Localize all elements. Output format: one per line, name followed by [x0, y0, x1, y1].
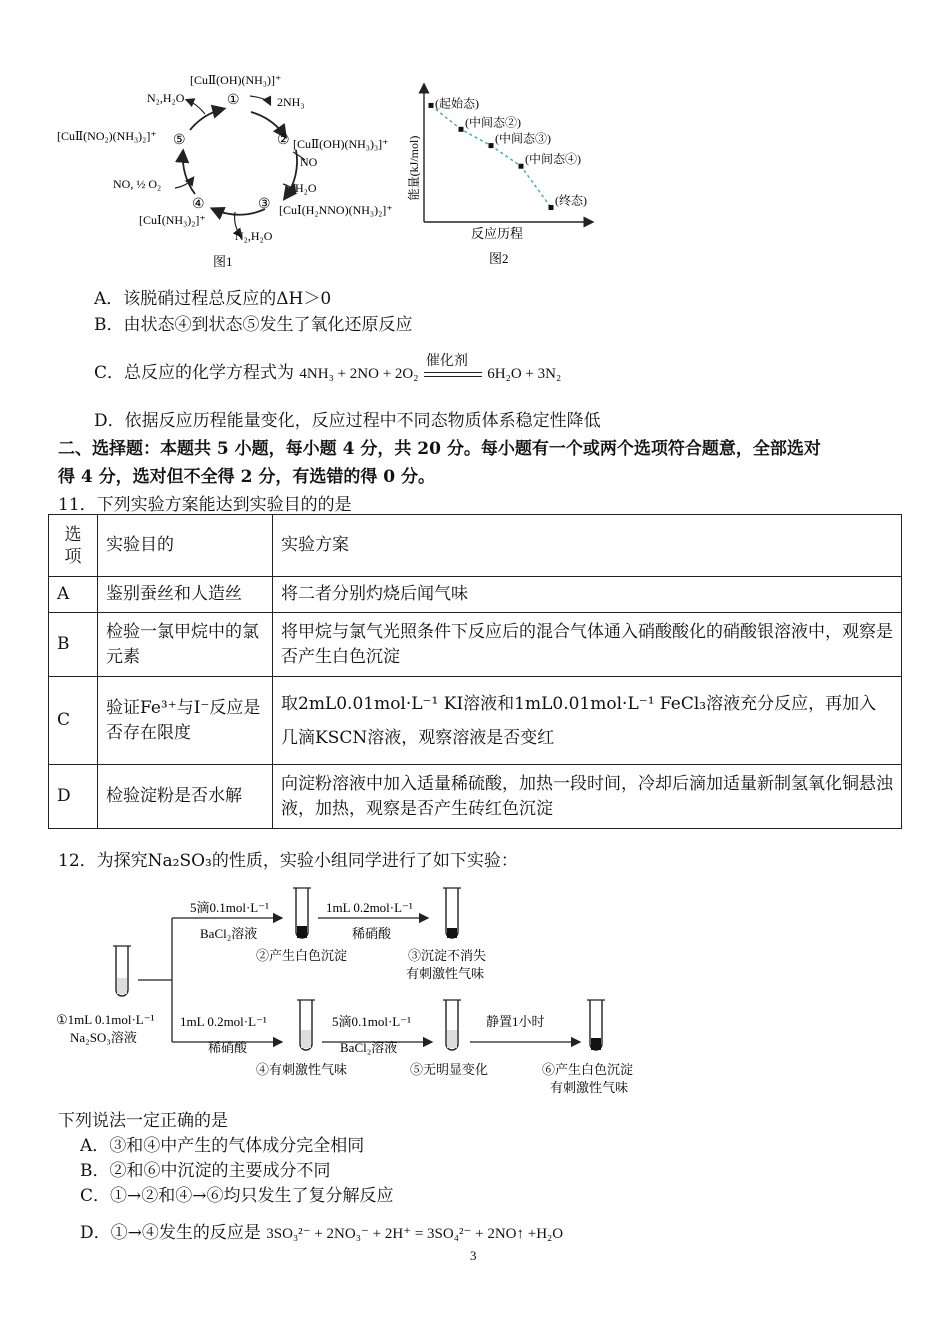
tube-1 — [113, 946, 131, 996]
tube-2 — [293, 888, 311, 938]
node-1: ① — [227, 93, 240, 108]
row-option: C — [49, 677, 98, 765]
energy-point — [429, 103, 434, 108]
arrow3-top-label: 1mL 0.2mol·L⁻¹ — [180, 1014, 267, 1029]
tube-4 — [297, 1000, 315, 1050]
header-option: 选项 — [49, 515, 98, 577]
arrow5-top-label: 静置1小时 — [486, 1014, 545, 1029]
row-option: A — [49, 577, 98, 613]
tube4-label: ④有刺激性气味 — [256, 1062, 348, 1077]
section2-instructions-line1: 二、选择题：本题共 5 小题，每小题 4 分，共 20 分。每小题有一个或两个选项符合题意，全部选对 — [58, 439, 821, 459]
q12-option-d-equation: 3SO₃²⁻ + 2NO₃⁻ + 2H⁺ = 3SO₄²⁻ + 2NO↑ +H₂O — [266, 1226, 564, 1242]
tube2-label: ②产生白色沉淀 — [256, 948, 348, 963]
tube6-label-line1: ⑥产生白色沉淀 — [542, 1062, 634, 1077]
q12-stem: 12．为探究Na₂SO₃的性质，实验小组同学进行了如下实验： — [58, 851, 518, 871]
row-goal: 验证Fe³⁺与I⁻反应是否存在限度 — [98, 677, 273, 765]
row-plan: 将二者分别灼烧后闻气味 — [273, 577, 902, 613]
label-n2h2o-bottom: N₂,H₂O — [235, 229, 273, 243]
arrow1-bottom-label: BaCl₂溶液 — [200, 926, 258, 941]
arrow4-bottom-label: BaCl₂溶液 — [340, 1040, 398, 1055]
q12-option-c: C．①→②和④→⑥均只发生了复分解反应 — [80, 1186, 394, 1206]
q11-table — [48, 514, 902, 829]
label-2nh3: 2NH₃ — [277, 95, 305, 109]
species-1: [CuⅡ(OH)(NH₃)]⁺ — [190, 73, 282, 87]
q11-stem: 11．下列实验方案能达到实验目的的是 — [58, 495, 352, 515]
figure1-cycle-diagram — [55, 68, 425, 270]
label-n2h2o-top: N₂,H₂O — [147, 91, 185, 105]
energy-point — [489, 143, 494, 148]
row-plan: 将甲烷与氯气光照条件下反应后的混合气体通入硝酸酸化的硝酸银溶液中，观察是否产生白色沉淀 — [273, 613, 902, 677]
header-plan: 实验方案 — [273, 515, 902, 577]
node-4: ④ — [192, 197, 205, 212]
arrow3-bottom-label: 稀硝酸 — [208, 1040, 248, 1055]
figure1-caption: 图1 — [213, 254, 233, 269]
header-goal: 实验目的 — [98, 515, 273, 577]
tube3-label-line2: 有刺激性气味 — [406, 966, 485, 981]
energy-point — [459, 127, 464, 132]
q10-option-c-prefix: C．总反应的化学方程式为 — [94, 363, 295, 383]
energy-point-label: (起始态) — [435, 96, 479, 111]
q12-experiment-flow-diagram — [50, 880, 670, 1102]
species-4: [CuⅠ(NH₃)₂]⁺ — [139, 213, 206, 227]
x-axis-label: 反应历程 — [470, 226, 524, 241]
energy-point — [519, 164, 524, 169]
energy-point-label: (中间态②) — [465, 115, 521, 130]
tube6-label-line2: 有刺激性气味 — [550, 1080, 629, 1095]
label-h2o: H₂O — [295, 181, 317, 195]
q10-option-c — [94, 352, 562, 384]
tube3-label-line1: ③沉淀不消失 — [408, 948, 487, 963]
tube1-label-line2: Na₂SO₃溶液 — [70, 1030, 137, 1045]
q10-equation-rhs: 6H₂O + 3N₂ — [487, 366, 562, 382]
row-goal: 检验一氯甲烷中的氯元素 — [98, 613, 273, 677]
energy-point-label: (终态) — [555, 193, 587, 208]
tube-3 — [443, 888, 461, 938]
species-3: [CuⅠ(H₂NNO)(NH₃)₂]⁺ — [279, 203, 393, 217]
figure2-caption: 图2 — [489, 251, 509, 266]
species-5: [CuⅡ(NO₂)(NH₃)₂]⁺ — [57, 129, 157, 143]
node-5: ⑤ — [173, 133, 186, 148]
q12-option-d — [80, 1218, 563, 1243]
q12-option-a: A．③和④中产生的气体成分完全相同 — [80, 1136, 365, 1156]
table-header-row — [49, 515, 902, 577]
q12-option-d-prefix: D．①→④发生的反应是 — [80, 1223, 261, 1243]
energy-point-label: (中间态④) — [525, 152, 581, 167]
row-goal: 鉴别蚕丝和人造丝 — [98, 577, 273, 613]
label-no-o2: NO, ½ O₂ — [113, 177, 162, 191]
y-axis-label: 能量(kJ/mol) — [407, 135, 421, 201]
node-2: ② — [277, 133, 290, 148]
arrow2-top-label: 1mL 0.2mol·L⁻¹ — [326, 900, 413, 915]
cycle-arc — [190, 109, 223, 130]
species-2: [CuⅡ(OH)(NH₃)₃]⁺ — [293, 137, 389, 151]
q10-option-d: D．依据反应历程能量变化，反应过程中不同态物质体系稳定性降低 — [94, 411, 601, 431]
row-option: B — [49, 613, 98, 677]
q12-option-b: B．②和⑥中沉淀的主要成分不同 — [80, 1161, 331, 1181]
catalyst-arrow — [424, 352, 482, 384]
page-number: 3 — [470, 1248, 477, 1263]
row-option: D — [49, 765, 98, 829]
tube1-label-line1: ①1mL 0.1mol·L⁻¹ — [56, 1012, 155, 1027]
node-3: ③ — [258, 197, 271, 212]
catalyst-label: 催化剂 — [425, 352, 468, 369]
tube-6 — [587, 1000, 605, 1050]
arrow2-bottom-label: 稀硝酸 — [352, 926, 392, 941]
tube5-label: ⑤无明显变化 — [410, 1062, 489, 1077]
arrow1-top-label: 5滴0.1mol·L⁻¹ — [190, 900, 270, 915]
q10-equation-lhs: 4NH₃ + 2NO + 2O₂ — [299, 366, 419, 382]
table-row — [49, 577, 902, 613]
table-row — [49, 765, 902, 829]
q10-option-a: A．该脱硝过程总反应的ΔH＞0 — [94, 289, 332, 309]
tube-5 — [443, 1000, 461, 1050]
row-plan: 取2mL0.01mol·L⁻¹ KI溶液和1mL0.01mol·L⁻¹ FeCl₃溶液充分反应，再加入几滴KSCN溶液，观察溶液是否变红 — [273, 677, 902, 765]
row-plan: 向淀粉溶液中加入适量稀硫酸，加热一段时间，冷却后滴加适量新制氢氧化铜悬浊液，加热，观察是否产生砖红色沉淀 — [273, 765, 902, 829]
q12-ask: 下列说法一定正确的是 — [58, 1111, 228, 1131]
q10-option-b: B．由状态④到状态⑤发生了氧化还原反应 — [94, 315, 413, 335]
arrow4-top-label: 5滴0.1mol·L⁻¹ — [332, 1014, 412, 1029]
table-row — [49, 677, 902, 765]
section2-instructions-line2: 得 4 分，选对但不全得 2 分，有选错的得 0 分。 — [58, 467, 435, 487]
label-no: NO — [300, 155, 318, 169]
row-goal: 检验淀粉是否水解 — [98, 765, 273, 829]
table-row — [49, 613, 902, 677]
energy-point — [549, 205, 554, 210]
figure2-energy-chart — [405, 82, 605, 270]
cycle-arc — [183, 152, 195, 194]
energy-point-label: (中间态③) — [495, 131, 551, 146]
